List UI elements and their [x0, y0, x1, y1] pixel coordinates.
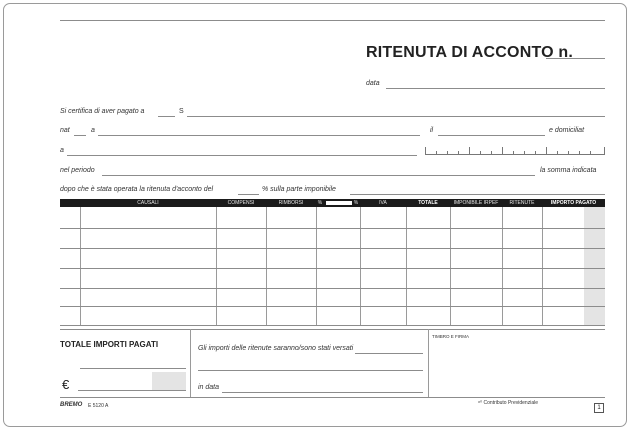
table-row[interactable]	[60, 288, 605, 289]
payee-field[interactable]	[187, 116, 605, 117]
address-field[interactable]	[67, 155, 417, 156]
col-divider	[216, 207, 217, 325]
periodo-field[interactable]	[102, 175, 535, 176]
timbro-label: TIMBRO E FIRMA	[432, 334, 469, 339]
col-divider	[542, 207, 543, 325]
il-label: il	[430, 127, 434, 134]
col-divider	[502, 207, 503, 325]
totale-amount-shade	[152, 372, 186, 390]
col-causali: CAUSALI	[137, 200, 159, 206]
ritenuta-rest-field[interactable]	[350, 194, 605, 195]
col-iva: IVA	[379, 200, 387, 206]
percent-box[interactable]	[326, 201, 352, 205]
col-importo-pagato: IMPORTO PAGATO	[550, 200, 597, 206]
in-data-field[interactable]	[222, 392, 423, 393]
form-frame	[3, 3, 627, 427]
number-field[interactable]	[546, 58, 605, 59]
col-compensi: COMPENSI	[227, 200, 255, 206]
ritenuta-label: dopo che è stata operata la ritenuta d'acconto del	[60, 186, 214, 193]
domicilio-label: e domiciliat	[549, 127, 585, 134]
table-header	[60, 199, 605, 207]
birthplace-field[interactable]	[98, 135, 420, 136]
col-divider	[316, 207, 317, 325]
nat-field[interactable]	[74, 135, 86, 136]
address-label: a	[60, 147, 64, 154]
versati-field[interactable]	[355, 353, 423, 354]
bottom-divider-left	[190, 329, 191, 397]
payee-prefix-field[interactable]	[158, 116, 175, 117]
col-ritenute: RITENUTE	[509, 200, 535, 206]
form-title: RITENUTA DI ACCONTO n.	[366, 44, 574, 61]
ritenuta-percent-field[interactable]	[238, 194, 259, 195]
table-row[interactable]	[60, 306, 605, 307]
date-field[interactable]	[386, 88, 605, 89]
col-percent-b: %	[353, 200, 359, 206]
contributo-prefix: ⁸⁰	[478, 400, 484, 406]
birthdate-field[interactable]	[438, 135, 545, 136]
certifica-label: Si certifica di aver pagato a	[60, 108, 145, 115]
totale-amount-field[interactable]	[78, 390, 186, 391]
table-bottom-rule	[60, 329, 605, 330]
col-divider	[406, 207, 407, 325]
col-rimborsi: RIMBORSI	[278, 200, 304, 206]
bottom-rule	[60, 397, 605, 398]
importi-label: Gli importi delle ritenute saranno/sono stati versati	[198, 345, 354, 352]
bottom-divider-right	[428, 329, 429, 397]
tax-code-field[interactable]	[425, 145, 605, 155]
importo-column-shade	[584, 207, 605, 325]
imponibile-label: % sulla parte imponibile	[262, 186, 336, 193]
versati-field-2[interactable]	[198, 370, 423, 371]
col-totale: TOTALE	[418, 200, 438, 206]
payee-s-label: S	[179, 108, 184, 115]
col-divider	[450, 207, 451, 325]
col-imponibile: IMPONIBILE IRPEF	[453, 200, 499, 206]
contributo-label	[478, 400, 538, 406]
table-row[interactable]	[60, 325, 605, 326]
table-row[interactable]	[60, 228, 605, 229]
date-label: data	[366, 80, 380, 87]
form-code: E 5120 A	[88, 403, 109, 409]
totale-importi-label: TOTALE IMPORTI PAGATI	[60, 340, 159, 349]
table-row[interactable]	[60, 268, 605, 269]
totale-line[interactable]	[80, 368, 186, 369]
col-percent-a: %	[317, 200, 323, 206]
nat-label: nat	[60, 127, 70, 134]
in-data-label: in data	[198, 384, 220, 391]
col-divider	[360, 207, 361, 325]
col-divider	[80, 207, 81, 325]
somma-label: la somma indicata	[540, 167, 597, 174]
col-divider	[266, 207, 267, 325]
contributo-text: Contributo Previdenziale	[483, 400, 538, 406]
table-row[interactable]	[60, 248, 605, 249]
euro-symbol: €	[62, 377, 70, 392]
page-number: 1	[594, 403, 604, 413]
brand-logo: BREMO	[60, 402, 83, 408]
born-at-label: a	[91, 127, 95, 134]
periodo-label: nel periodo	[60, 167, 95, 174]
top-rule	[60, 20, 605, 21]
